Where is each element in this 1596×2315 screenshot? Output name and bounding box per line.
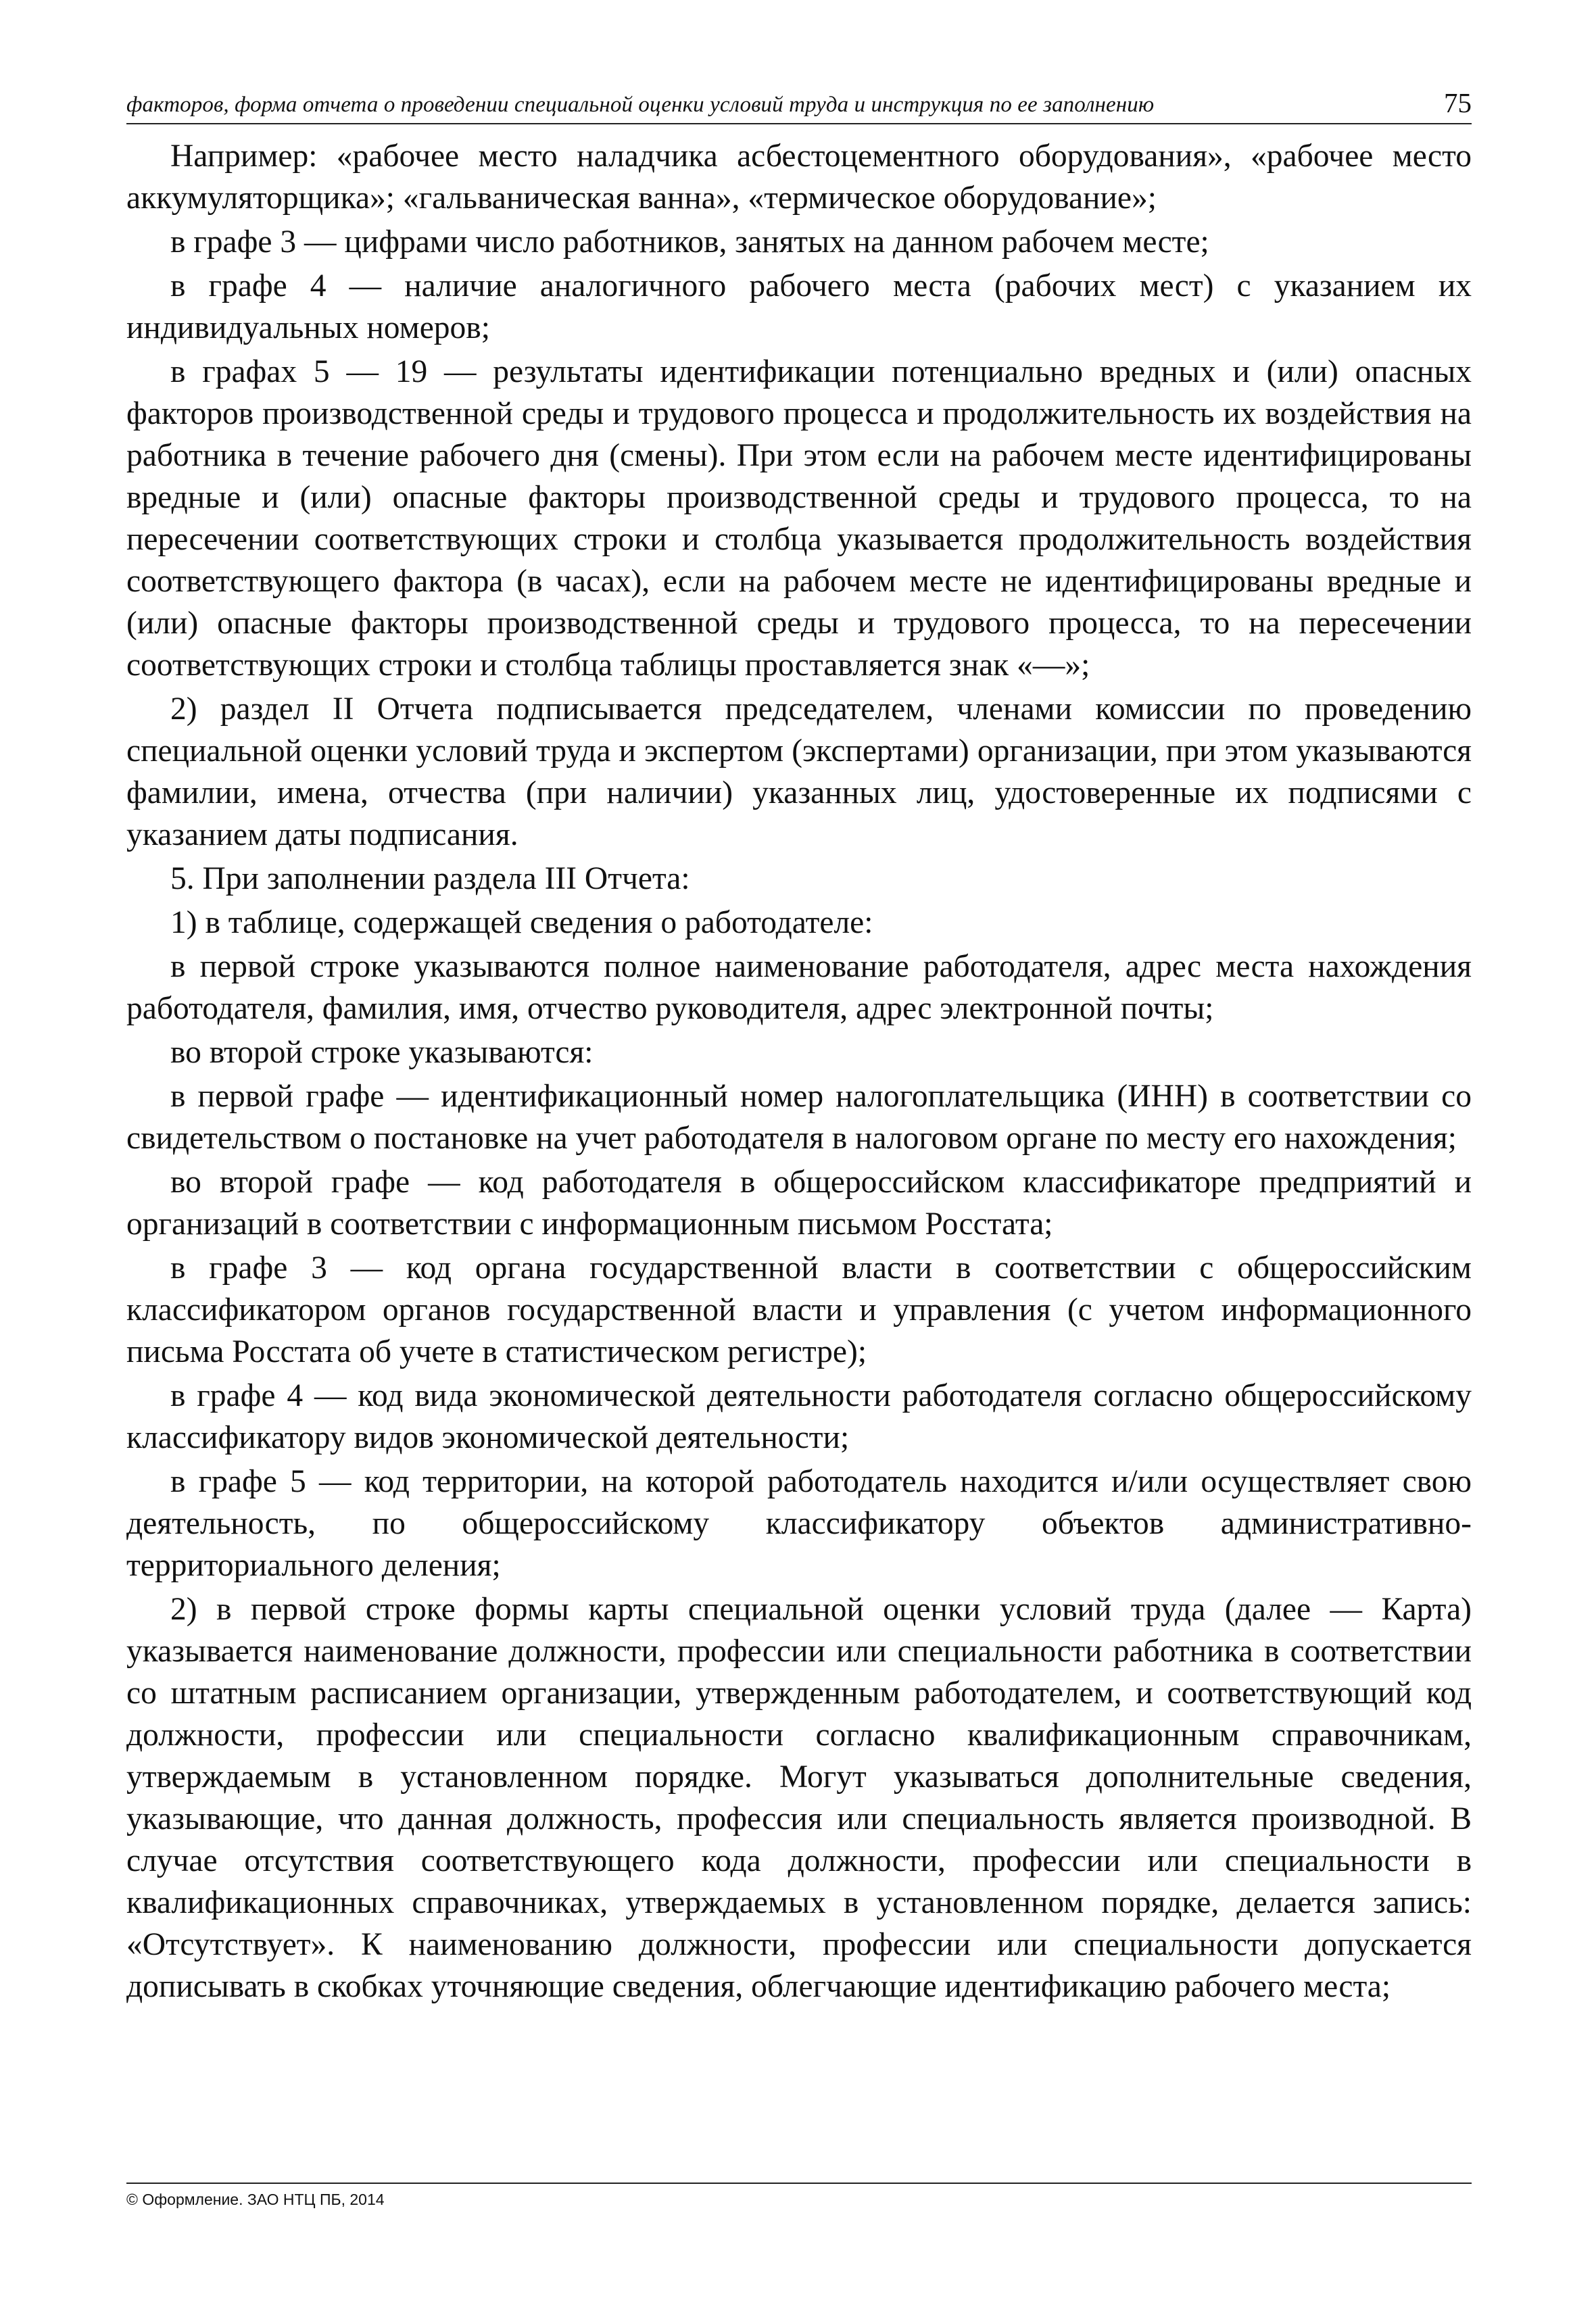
paragraph: 2) раздел II Отчета подписывается председателем, членами комиссии по проведению специальной оценки условий труда и экспертом (экспертами) организации, при этом указываются фамилии, имена, отчества (при наличии) указанных лиц, удостоверенные их подписями с указанием даты подписания. xyxy=(126,691,1472,852)
paragraph: 2) в первой строке формы карты специальной оценки условий труда (далее — Карта) указывается наименование должности, профессии или специальности работника в соответствии со штатным расписанием организации, утвержденным работодателем, и соответствующий код должности, профессии или специальности согласно квалификационным справочникам, утверждаемым в установленном порядке. Могут указываться дополнительные сведения, указывающие, что данная должность, профессия или специальность является производной. В случае отсутствия соответствующего кода должности, профессии или специальности в квалификационных справочниках, утверждаемых в установленном порядке, делается запись: «Отсутствует». К наименованию должности, профессии или специальности допускается дописывать в скобках уточняющие сведения, облегчающие идентификацию рабочего места; xyxy=(126,1592,1472,2004)
paragraph: в графе 4 — наличие аналогичного рабочего места (рабочих мест) с указанием их индивидуальных номеров; xyxy=(126,268,1472,345)
paragraph: 5. При заполнении раздела III Отчета: xyxy=(170,861,690,896)
paragraph: в графе 5 — код территории, на которой работодатель находится и/или осуществляет свою деятельность, по общероссийскому классификатору объектов административно-территориального деления; xyxy=(126,1464,1472,1583)
paragraph: 1) в таблице, содержащей сведения о работодателе: xyxy=(170,905,873,940)
page-number: 75 xyxy=(1444,87,1472,118)
paragraph: во второй графе — код работодателя в общероссийском классификаторе предприятий и организаций в соответствии с информационным письмом Росстата; xyxy=(126,1165,1472,1242)
paragraph: в первой строке указываются полное наименование работодателя, адрес места нахождения работодателя, фамилия, имя, отчество руководителя, адрес электронной почты; xyxy=(126,949,1472,1026)
footer-copyright: © Оформление. ЗАО НТЦ ПБ, 2014 xyxy=(126,2191,385,2208)
paragraph: в графе 3 — цифрами число работников, занятых на данном рабочем месте; xyxy=(170,224,1209,260)
paragraph: в графах 5 — 19 — результаты идентификации потенциально вредных и (или) опасных факторов производственной среды и трудового процесса и продолжительность их воздействия на работника в течение рабочего дня (смены). При этом если на рабочем месте идентифицированы вредные и (или) опасные факторы производственной среды и трудового процесса, то на пересечении соответствующих строки и столбца указывается продолжительность воздействия соответствующего фактора (в часах), если на рабочем месте не идентифицированы вредные и (или) опасные факторы производственной среды и трудового процесса, то на пересечении соответствующих строки и столбца таблицы проставляется знак «—»; xyxy=(126,354,1472,683)
paragraph: в графе 3 — код органа государственной власти в соответствии с общероссийским классификатором органов государственной власти и управления (с учетом информационного письма Росстата об учете в статистическом регистре); xyxy=(126,1250,1472,1369)
paragraph: в графе 4 — код вида экономической деятельности работодателя согласно общероссийскому классификатору видов экономической деятельности; xyxy=(126,1378,1472,1455)
running-header xyxy=(126,82,1472,124)
paragraph: во второй строке указываются: xyxy=(170,1035,594,1070)
footer-divider xyxy=(126,2183,1472,2184)
running-title: факторов, форма отчета о проведении специальной оценки условий труда и инструкция по ее заполнению xyxy=(126,93,1155,117)
paragraph: в первой графе — идентификационный номер налогоплательщика (ИНН) в соответствии со свидетельством о постановке на учет работодателя в налоговом органе по месту его нахождения; xyxy=(126,1079,1472,1156)
body-text xyxy=(126,135,1472,2129)
paragraph: Например: «рабочее место наладчика асбестоцементного оборудования», «рабочее место аккумуляторщика»; «гальваническая ванна», «термическое оборудование»; xyxy=(126,139,1472,216)
